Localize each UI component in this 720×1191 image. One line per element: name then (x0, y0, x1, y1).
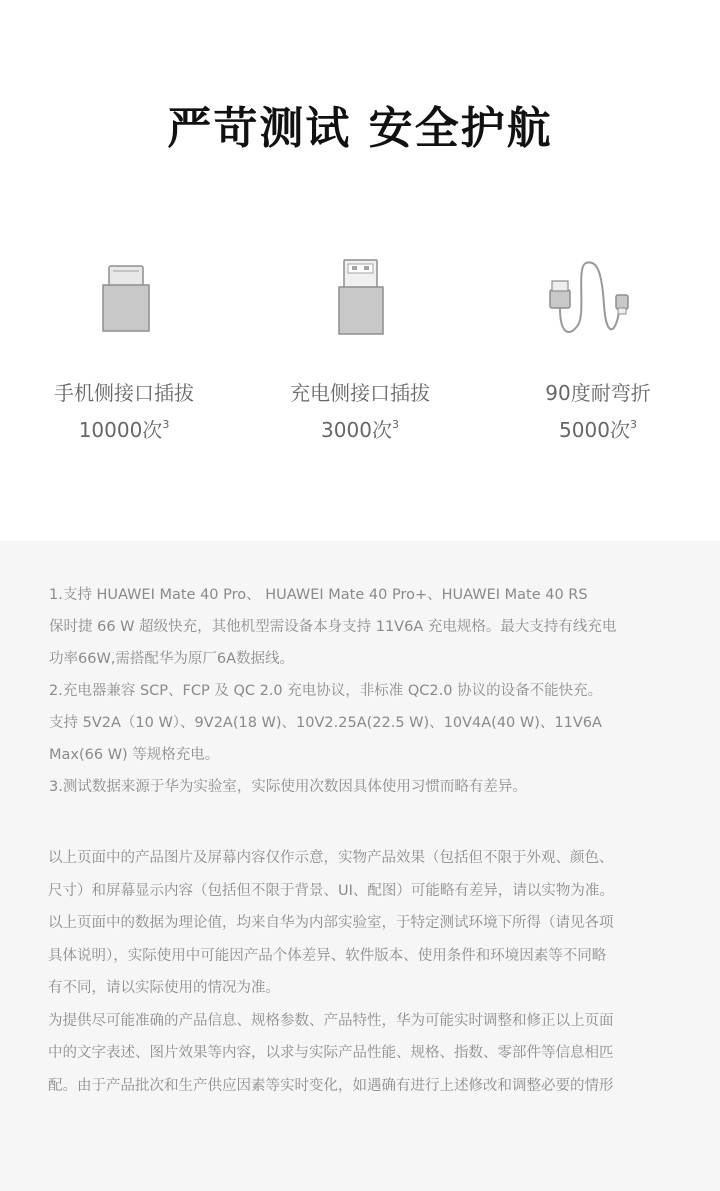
footnote-line: Max(66 W) 等规格充电。 (49, 747, 220, 763)
footnotes (49, 579, 679, 803)
disclaimer-line: 尺寸）和屏幕显示内容（包括但不限于背景、UI、配图）可能略有差异，请以实物为准。 (48, 882, 614, 899)
cable-bend-icon (478, 255, 718, 365)
feature-charger-port (240, 255, 480, 446)
disclaimer-line: 具体说明），实际使用中可能因产品个体差异、软件版本、使用条件和环境因素等不同略 (48, 947, 607, 964)
feature-label: 手机侧接口插拔 (54, 381, 194, 405)
footnote-line: 3.测试数据来源于华为实验室，实际使用次数因具体使用习惯而略有差异。 (49, 779, 527, 795)
disclaimer-line: 为提供尽可能准确的产品信息、规格参数、产品特性，华为可能实时调整和修正以上页面 (48, 1012, 614, 1029)
feature-count: 3000次$^3$ (321, 418, 399, 442)
feature-count: 10000次$^3$ (78, 418, 170, 442)
footnote-line: 支持 5V2A（10 W）、9V2A(18 W)、10V2.25A(22.5 W)、10V4A(40 W)、11V6A (49, 715, 602, 731)
disclaimer-line: 配。由于产品批次和生产供应因素等实时变化，如遇确有进行上述修改和调整必要的情形 (48, 1077, 614, 1094)
disclaimer-line: 中的文字表述、图片效果等内容，以求与实际产品性能、规格、指数、零部件等信息相匹 (48, 1045, 614, 1061)
footnote-line: 2.充电器兼容 SCP、FCP 及 QC 2.0 充电协议，非标准 QC2.0 协议的设备不能快充。 (49, 683, 603, 699)
test-section (0, 0, 720, 541)
section-title: 严苛测试 安全护航 (167, 103, 553, 154)
usb-c-connector-icon (4, 255, 244, 365)
feature-label: 充电侧接口插拔 (290, 381, 430, 405)
footnote-line: 功率66W,需搭配华为原厂6A数据线。 (49, 651, 295, 667)
footnotes-section (0, 541, 720, 1191)
footnote-line: 保时捷 66 W 超级快充，其他机型需设备本身支持 11V6A 充电规格。最大支持有线充电 (49, 619, 617, 635)
feature-count: 5000次$^3$ (559, 418, 637, 442)
disclaimer-line: 有不同，请以实际使用的情况为准。 (48, 980, 280, 996)
usb-a-connector-icon (240, 255, 480, 365)
feature-bend (478, 255, 718, 446)
disclaimer-line: 以上页面中的数据为理论值，均来自华为内部实验室，于特定测试环境下所得（请见各项 (48, 915, 614, 931)
feature-label: 90度耐弯折 (545, 381, 651, 405)
feature-phone-port (4, 255, 244, 446)
disclaimer-line: 以上页面中的产品图片及屏幕内容仅作示意，实物产品效果（包括但不限于外观、颜色、 (48, 850, 614, 866)
footnote-line: 1.支持 HUAWEI Mate 40 Pro、 HUAWEI Mate 40 Pro+、HUAWEI Mate 40 RS (49, 587, 588, 603)
disclaimer (48, 842, 678, 1102)
